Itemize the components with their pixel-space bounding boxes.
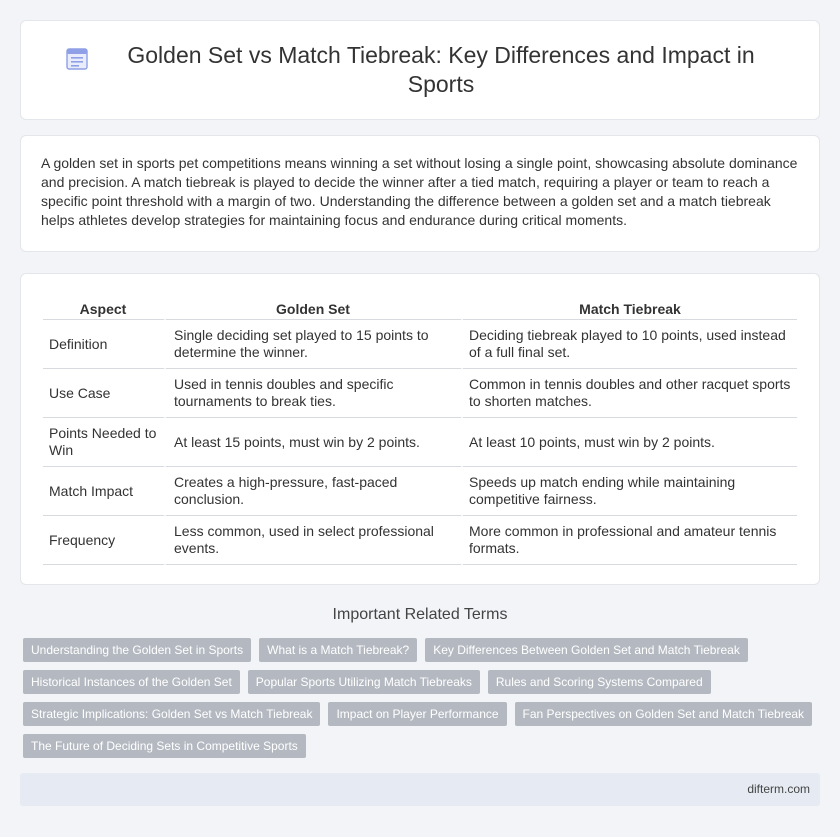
related-term-tag[interactable]: Impact on Player Performance [328,702,506,726]
header-aspect: Aspect [43,294,166,320]
related-term-tag[interactable]: What is a Match Tiebreak? [259,638,417,662]
cell-match-tiebreak: More common in professional and amateur tennis formats. [463,516,797,565]
related-term-tag[interactable]: Historical Instances of the Golden Set [23,670,240,694]
header-card [20,20,820,120]
related-term-tag[interactable]: Understanding the Golden Set in Sports [23,638,251,662]
table-header-row [43,294,797,320]
cell-match-tiebreak: Speeds up match ending while maintaining competitive fairness. [463,467,797,516]
cell-match-tiebreak: Common in tennis doubles and other racquet sports to shorten matches. [463,369,797,418]
footer-site-link[interactable]: difterm.com [747,782,810,796]
cell-aspect: Definition [43,320,166,369]
related-terms-title: Important Related Terms [332,606,508,623]
cell-aspect: Match Impact [43,467,166,516]
footer [20,773,820,806]
cell-aspect: Points Needed to Win [43,418,166,467]
cell-golden-set: Creates a high-pressure, fast-paced conclusion. [166,467,463,516]
cell-aspect: Frequency [43,516,166,565]
tag-row [23,670,823,694]
related-term-tag[interactable]: Popular Sports Utilizing Match Tiebreaks [248,670,480,694]
cell-golden-set: Less common, used in select professional events. [166,516,463,565]
cell-golden-set: At least 15 points, must win by 2 points. [166,418,463,467]
tag-row [23,702,823,726]
cell-match-tiebreak: At least 10 points, must win by 2 points. [463,418,797,467]
page-title: Golden Set vs Match Tiebreak: Key Differences and Impact in Sports [127,42,755,97]
intro-card [20,135,820,252]
related-terms-list [23,638,823,766]
cell-aspect: Use Case [43,369,166,418]
related-term-tag[interactable]: Rules and Scoring Systems Compared [488,670,711,694]
document-icon [64,47,90,71]
tag-row [23,734,823,758]
related-term-tag[interactable]: The Future of Deciding Sets in Competitive Sports [23,734,306,758]
cell-match-tiebreak: Deciding tiebreak played to 10 points, used instead of a full final set. [463,320,797,369]
intro-paragraph: A golden set in sports pet competitions means winning a set without losing a single point, showcasing absolute dominance and precision. A match tiebreak is played to decide the winner after a tied match, requiring a player or team to reach a specific point threshold with a margin of two. Understanding the difference between a golden set and a match tiebreak helps athletes develop strategies for maintaining focus and endurance during critical moments. [41,155,798,228]
header-golden-set: Golden Set [166,294,463,320]
table-row [43,516,797,565]
table-row [43,320,797,369]
header-match-tiebreak: Match Tiebreak [463,294,797,320]
cell-golden-set: Single deciding set played to 15 points to determine the winner. [166,320,463,369]
tag-row [23,638,823,662]
cell-golden-set: Used in tennis doubles and specific tournaments to break ties. [166,369,463,418]
related-term-tag[interactable]: Strategic Implications: Golden Set vs Match Tiebreak [23,702,320,726]
related-term-tag[interactable]: Fan Perspectives on Golden Set and Match Tiebreak [515,702,813,726]
comparison-table-card [20,273,820,585]
table-row [43,418,797,467]
table-row [43,467,797,516]
table-row [43,369,797,418]
related-term-tag[interactable]: Key Differences Between Golden Set and Match Tiebreak [425,638,748,662]
comparison-table [43,294,797,565]
